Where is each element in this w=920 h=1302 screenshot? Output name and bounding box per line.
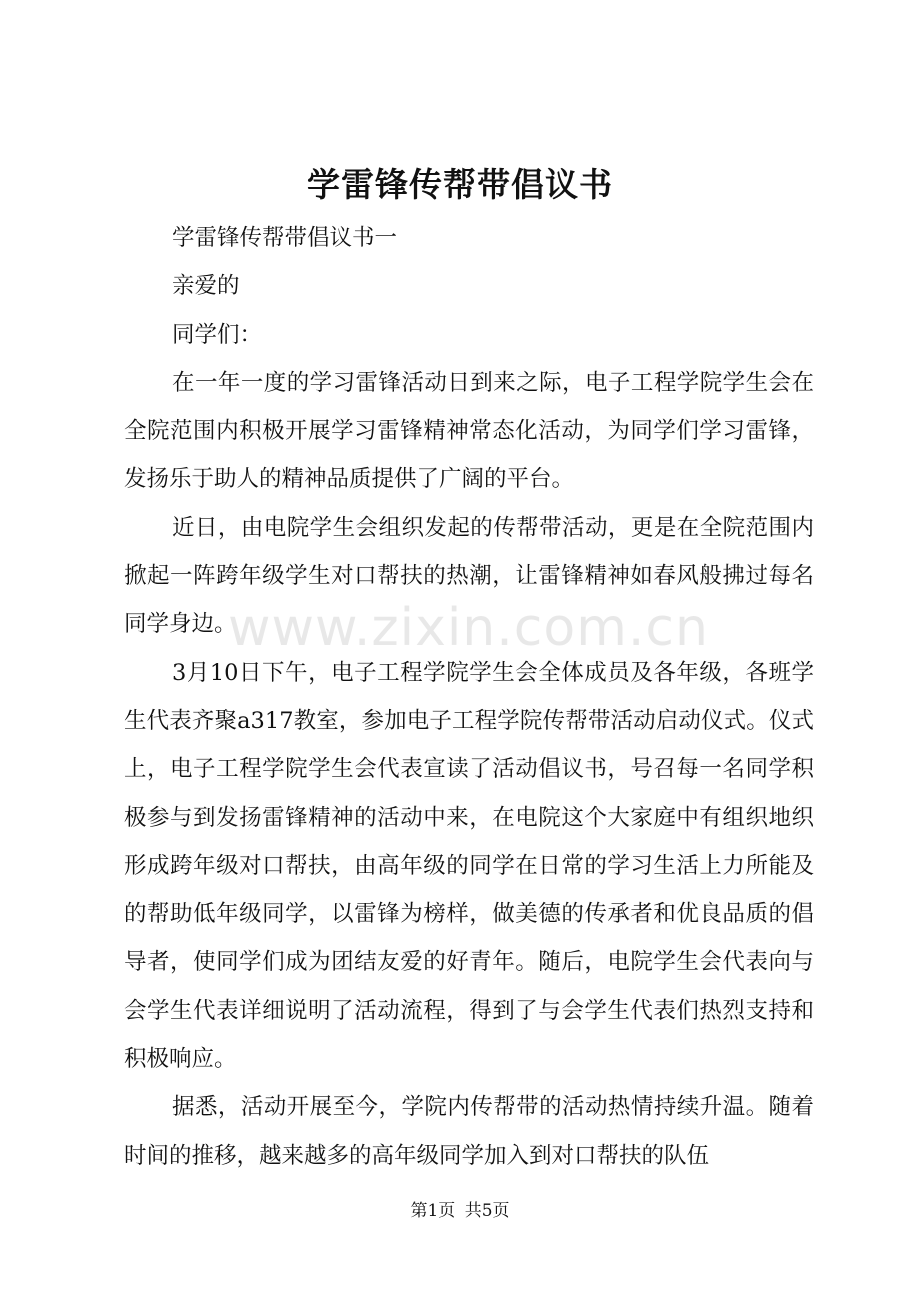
- paragraph-body-2: 近日，由电院学生会组织发起的传帮带活动，更是在全院范围内掀起一阵跨年级学生对口帮扶的热潮，让雷锋精神如春风般拂过每名同学身边。: [124, 514, 814, 638]
- paragraph-heading: 学雷锋传帮带倡议书一: [172, 225, 398, 251]
- paragraph-body-4: 据悉，活动开展至今，学院内传帮带的活动热情持续升温。随着时间的推移，越来越多的高年级同学加入到对口帮扶的队伍: [124, 1094, 814, 1169]
- document-body: [124, 214, 814, 1180]
- paragraph-salutation-1: 亲爱的: [172, 273, 240, 300]
- document-title: 学雷锋传帮带倡议书: [307, 165, 613, 204]
- paragraph-salutation-2: 同学们：: [172, 321, 263, 348]
- page-footer: [0, 1198, 920, 1224]
- paragraph-body-1: 在一年一度的学习雷锋活动日到来之际，电子工程学院学生会在全院范围内积极开展学习雷锋精神常态化活动，为同学们学习雷锋，发扬乐于助人的精神品质提供了广阔的平台。: [124, 369, 814, 493]
- page-total: 共5页: [464, 1201, 510, 1221]
- paragraph-body-3: 3月10日下午，电子工程学院学生会全体成员及各年级，各班学生代表齐聚a317教室，参加电子工程学院传帮带活动启动仪式。仪式上，电子工程学院学生会代表宣读了活动倡议书，号召每一名同学积极参与到发扬雷锋精神的活动中来，在电院这个大家庭中有组织地织形成跨年级对口帮扶，由高年级的同学在日常的学习生活上力所能及的帮助低年级同学，以雷锋为榜样，做美德的传承者和优良品质的倡导者，使同学们成为团结友爱的好青年。随后，电院学生会代表向与会学生代表详细说明了活动流程，得到了与会学生代表们热烈支持和积极响应。: [124, 659, 814, 1073]
- watermark: www.zixin.com.cn: [228, 598, 709, 658]
- page-number: 第1页: [410, 1201, 456, 1221]
